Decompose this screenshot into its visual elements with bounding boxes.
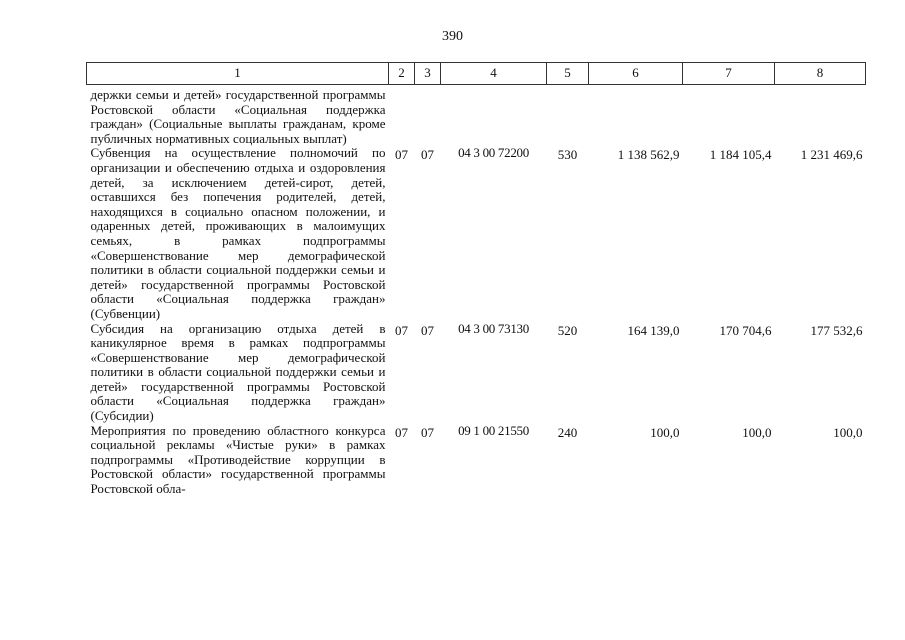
row-expense-type: 240 — [557, 424, 578, 440]
col-header-5: 5 — [547, 63, 589, 85]
row-description: Мероприятия по проведению областного конкурса социальной рекламы «Чистые руки» в рамках подпрограммы «Противодействие коррупции в Ростовской области» государственной программы Ростовской обла- — [90, 422, 386, 497]
row-amount-year2: 100,0 — [742, 424, 772, 440]
table-row — [87, 85, 866, 147]
row-description: Субвенция на осуществление полномочий по организации и обеспечению отдыха и оздоровления детей, за исключением детей-сирот, детей, оставшихся без попечения родителей, детей, находящихся в социально опасном положении, и одаренных детей, проживающих в малоимущих семьях, в рамках подпрограммы «Совершенствование мер демографической политики в области социальной поддержки семьи и детей» государственной программы Ростовской области «Социальная поддержка граждан» (Субвенции) — [90, 145, 386, 321]
row-expense-type — [547, 85, 589, 147]
page-number: 390 — [442, 29, 463, 44]
row-amount-year3 — [775, 85, 866, 147]
row-amount-year2 — [683, 85, 775, 147]
row-amount-year2: 170 704,6 — [719, 322, 772, 338]
row-subsection: 07 — [421, 147, 434, 163]
col-header-4: 4 — [441, 63, 547, 85]
row-amount-year2: 1 184 105,4 — [709, 147, 772, 163]
row-expense-type: 530 — [557, 147, 578, 163]
col-header-6: 6 — [589, 63, 683, 85]
table-row — [87, 322, 866, 424]
col-header-2: 2 — [389, 63, 415, 85]
row-section: 07 — [395, 147, 408, 163]
row-amount-year1 — [589, 85, 683, 147]
row-subsection — [415, 85, 441, 147]
row-amount-year1: 1 138 562,9 — [617, 147, 680, 163]
row-target-code: 09 1 00 21550 — [458, 422, 529, 438]
header-row — [87, 63, 866, 85]
row-expense-type: 520 — [557, 322, 578, 338]
row-target-code: 04 3 00 73130 — [458, 320, 529, 336]
col-header-1: 1 — [87, 63, 389, 85]
row-subsection: 07 — [421, 424, 434, 440]
row-section: 07 — [395, 424, 408, 440]
row-target-code — [441, 85, 547, 147]
row-amount-year3: 177 532,6 — [810, 322, 863, 338]
col-header-8: 8 — [775, 63, 866, 85]
row-section: 07 — [395, 322, 408, 338]
row-amount-year3: 1 231 469,6 — [800, 147, 863, 163]
row-description: Субсидия на организацию отдыха детей в каникулярное время в рамках подпрограммы «Совершенствование мер демографической политики в области социальной поддержки семьи и детей» государственной программы Ростовской области «Социальная поддержка граждан» (Субсидии) — [90, 320, 386, 424]
col-header-7: 7 — [683, 63, 775, 85]
table-row — [87, 146, 866, 321]
table-header — [87, 63, 866, 85]
row-description: держки семьи и детей» государственной программы Ростовской области «Социальная поддержка граждан» (Социальные выплаты гражданам, кроме публичных нормативных социальных выплат) — [90, 87, 386, 146]
table-row — [87, 424, 866, 497]
row-section — [389, 85, 415, 147]
row-target-code: 04 3 00 72200 — [458, 145, 529, 161]
row-amount-year1: 164 139,0 — [627, 322, 680, 338]
row-subsection: 07 — [421, 322, 434, 338]
budget-table — [86, 62, 866, 497]
row-amount-year3: 100,0 — [833, 424, 863, 440]
col-header-3: 3 — [415, 63, 441, 85]
table-body — [87, 85, 866, 497]
row-amount-year1: 100,0 — [650, 424, 680, 440]
